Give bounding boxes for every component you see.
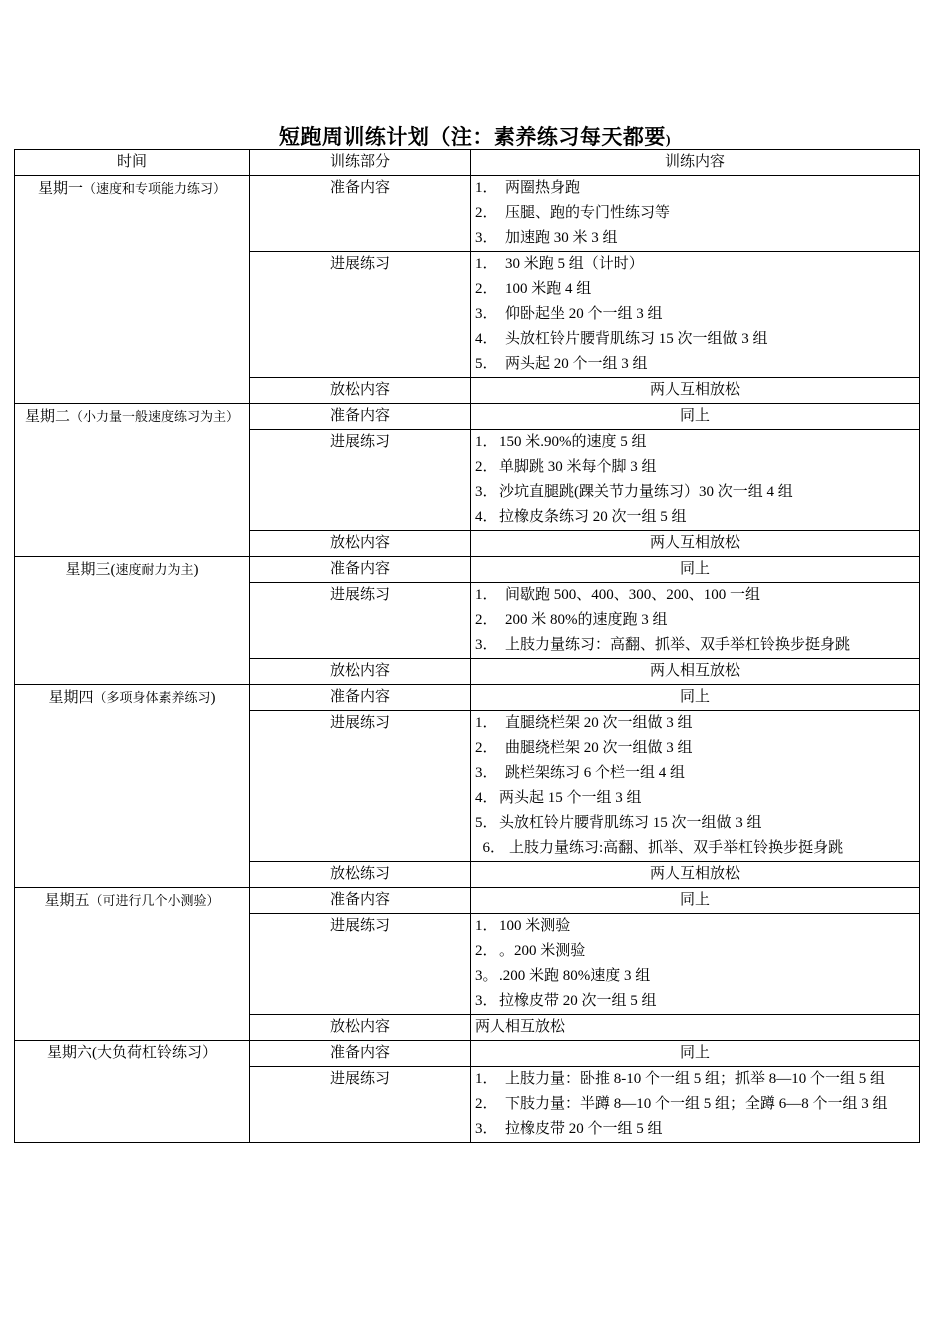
day-focus: （速度和专项能力练习） xyxy=(83,181,227,196)
day-name: 星期一 xyxy=(37,181,83,197)
day-name: 星期二 xyxy=(24,409,70,425)
section-content: 两人相互放松 xyxy=(471,659,920,685)
list-item: 2． 。200 米测验 xyxy=(475,943,586,959)
day-name: 星期四 xyxy=(48,690,94,706)
list-item: 3． 沙坑直腿跳(踝关节力量练习）30 次一组 4 组 xyxy=(475,484,793,500)
list-item: 2． 100 米跑 4 组 xyxy=(475,281,592,297)
day-cell-friday xyxy=(15,888,250,1041)
list-item: 1． 两圈热身跑 xyxy=(475,180,581,196)
section-content: 同上 xyxy=(471,1041,920,1067)
list-item: 4． 拉橡皮条练习 20 次一组 5 组 xyxy=(475,509,687,525)
section-label: 放松内容 xyxy=(250,378,471,404)
section-label: 进展练习 xyxy=(250,914,471,1015)
section-label: 进展练习 xyxy=(250,430,471,531)
section-content: 同上 xyxy=(471,685,920,711)
list-item: 2． 200 米 80%的速度跑 3 组 xyxy=(475,612,668,628)
day-name: 星期三( xyxy=(65,562,116,578)
list-item: 1． 30 米跑 5 组（计时） xyxy=(475,256,644,272)
day-cell-monday xyxy=(15,176,250,404)
day-focus: （可进行几个小测验） xyxy=(89,893,220,908)
section-label: 放松练习 xyxy=(250,862,471,888)
section-content xyxy=(471,583,920,659)
section-label: 准备内容 xyxy=(250,404,471,430)
section-content xyxy=(471,430,920,531)
list-item: 1． 100 米测验 xyxy=(475,918,571,934)
section-label: 进展练习 xyxy=(250,583,471,659)
day-cell-thursday: 星期四（多项身体素养练习) xyxy=(15,685,250,888)
section-label: 准备内容 xyxy=(250,1041,471,1067)
header-content: 训练内容 xyxy=(471,150,920,176)
day-name: 星期五 xyxy=(44,893,90,909)
list-item: 3． 仰卧起坐 20 个一组 3 组 xyxy=(475,306,663,322)
section-content: 两人互相放松 xyxy=(471,531,920,557)
section-content: 两人相互放松 xyxy=(471,1015,920,1041)
list-item: 2． 单脚跳 30 米每个脚 3 组 xyxy=(475,459,657,475)
section-label: 准备内容 xyxy=(250,557,471,583)
list-item: 2． 曲腿绕栏架 20 次一组做 3 组 xyxy=(475,740,693,756)
table-row xyxy=(15,685,920,711)
section-label: 准备内容 xyxy=(250,685,471,711)
day-cell-tuesday xyxy=(15,404,250,557)
day-focus: （多项身体素养练习 xyxy=(93,690,211,705)
list-item: 3． 加速跑 30 米 3 组 xyxy=(475,230,618,246)
table-header-row xyxy=(15,150,920,176)
list-item: 1． 间歇跑 500、400、300、200、100 一组 xyxy=(475,587,761,603)
section-label: 准备内容 xyxy=(250,176,471,252)
section-content xyxy=(471,176,920,252)
training-plan-table xyxy=(14,149,920,1143)
table-row xyxy=(15,1041,920,1067)
list-item: 3． 上肢力量练习：高翻、抓举、双手举杠铃换步挺身跳 xyxy=(475,637,851,653)
title-tail: ) xyxy=(665,133,672,148)
section-label: 放松内容 xyxy=(250,659,471,685)
day-name: 星期六(大负荷杠铃练习 xyxy=(46,1045,202,1061)
title-main: 短跑周训练计划（注：素养练习每天都要 xyxy=(278,125,666,149)
list-item: 5． 两头起 20 个一组 3 组 xyxy=(475,356,648,372)
list-item: 2． 下肢力量：半蹲 8—10 个一组 5 组；全蹲 6—8 个一组 3 组 xyxy=(475,1096,888,1112)
section-content: 同上 xyxy=(471,404,920,430)
list-item: 4． 头放杠铃片腰背肌练习 15 次一组做 3 组 xyxy=(475,331,768,347)
list-item: 1． 上肢力量：卧推 8-10 个一组 5 组；抓举 8—10 个一组 5 组 xyxy=(475,1071,885,1087)
list-item: 1． 直腿绕栏架 20 次一组做 3 组 xyxy=(475,715,693,731)
section-label: 进展练习 xyxy=(250,711,471,862)
section-label: 放松内容 xyxy=(250,1015,471,1041)
section-label: 进展练习 xyxy=(250,252,471,378)
section-content xyxy=(471,252,920,378)
section-label: 进展练习 xyxy=(250,1067,471,1143)
section-label: 放松内容 xyxy=(250,531,471,557)
list-item: 3． 拉橡皮带 20 个一组 5 组 xyxy=(475,1121,663,1137)
day-focus: （小力量一般速度练习为主） xyxy=(70,409,240,424)
day-cell-wednesday: 星期三(速度耐力为主) xyxy=(15,557,250,685)
list-item: 1． 150 米.90%的速度 5 组 xyxy=(475,434,647,450)
page-title xyxy=(0,121,950,151)
list-item: 4． 两头起 15 个一组 3 组 xyxy=(475,790,642,806)
table-row xyxy=(15,404,920,430)
list-item: 2． 压腿、跑的专门性练习等 xyxy=(475,205,671,221)
section-content: 同上 xyxy=(471,888,920,914)
list-item: 3． 拉橡皮带 20 次一组 5 组 xyxy=(475,993,657,1009)
section-content: 同上 xyxy=(471,557,920,583)
section-content: 两人互相放松 xyxy=(471,862,920,888)
list-item: 6． 上肢力量练习:高翻、抓举、双手举杠铃换步挺身跳 xyxy=(475,840,844,856)
section-label: 准备内容 xyxy=(250,888,471,914)
section-content xyxy=(471,711,920,862)
day-focus: 速度耐力为主 xyxy=(115,562,194,577)
header-section: 训练部分 xyxy=(250,150,471,176)
table-row xyxy=(15,176,920,252)
section-content: 两人互相放松 xyxy=(471,378,920,404)
day-cell-saturday: 星期六(大负荷杠铃练习） xyxy=(15,1041,250,1143)
table-row xyxy=(15,557,920,583)
section-content xyxy=(471,914,920,1015)
header-time: 时间 xyxy=(15,150,250,176)
list-item: 3。 .200 米跑 80%速度 3 组 xyxy=(475,968,651,984)
table-row xyxy=(15,888,920,914)
list-item: 5． 头放杠铃片腰背肌练习 15 次一组做 3 组 xyxy=(475,815,762,831)
section-content xyxy=(471,1067,920,1143)
list-item: 3． 跳栏架练习 6 个栏一组 4 组 xyxy=(475,765,686,781)
